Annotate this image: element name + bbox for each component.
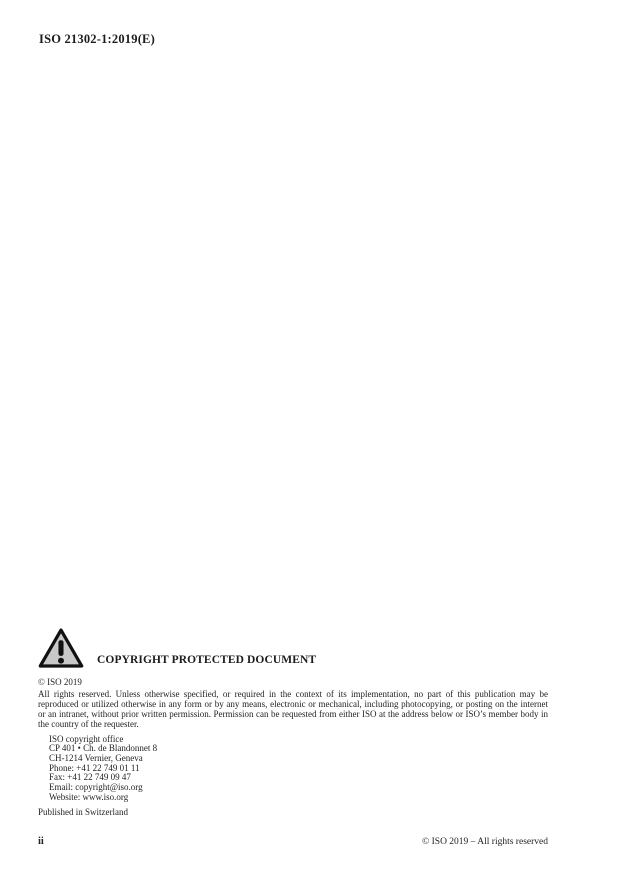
doc-reference: ISO 21302-1:2019(E) <box>39 32 155 46</box>
address-line-website: Website: www.iso.org <box>49 791 129 802</box>
page-number: ii <box>38 836 44 847</box>
address-line-email: Email: copyright@iso.org <box>49 782 143 793</box>
footer-rights-text: © ISO 2019 – All rights reserved <box>422 837 548 847</box>
warning-triangle-icon <box>38 627 84 670</box>
address-line-office: ISO copyright office <box>49 733 124 744</box>
copyright-heading-row <box>38 627 548 670</box>
address-line-phone: Phone: +41 22 749 01 11 <box>49 762 140 773</box>
copyright-year-line: © ISO 2019 <box>38 677 82 687</box>
address-line-fax: Fax: +41 22 749 09 47 <box>49 772 131 783</box>
published-line: Published in Switzerland <box>38 806 128 817</box>
address-line-city: CH-1214 Vernier, Geneva <box>49 753 143 764</box>
copyright-heading: COPYRIGHT PROTECTED DOCUMENT <box>97 654 317 666</box>
copyright-section <box>38 627 548 817</box>
iso-address-block <box>49 735 548 803</box>
copyright-notice: All rights reserved. Unless otherwise specified, or required in the context of its implementation, no part of this publication may be reproduced or utilized otherwise in any form or by any means, electronic or mechanical, including photocopying, or posting on the internet or an intranet, without prior written permission. Permission can be requested from either ISO at the address below or ISO’s member body in the country of the requester. <box>38 689 548 729</box>
address-line-street: CP 401 • Ch. de Blandonnet 8 <box>49 743 158 754</box>
page-footer <box>38 836 548 847</box>
